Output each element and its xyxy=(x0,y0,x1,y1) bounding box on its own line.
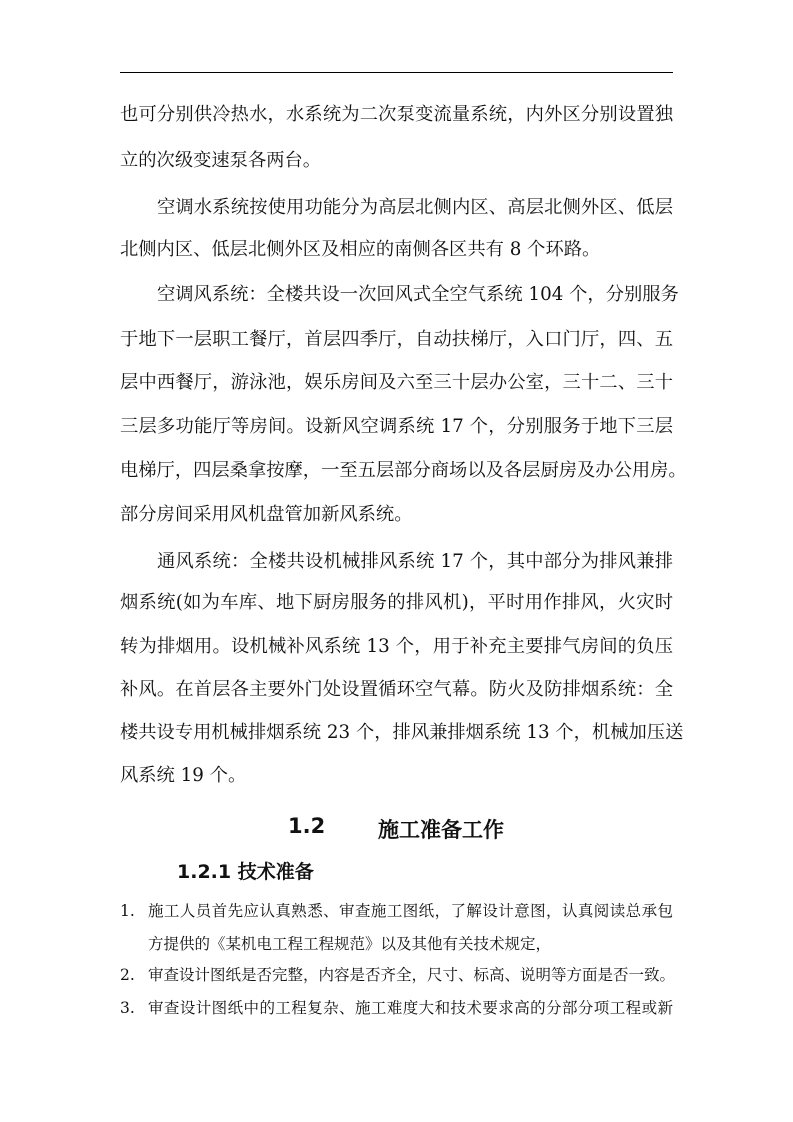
section-title: 施工准备工作 xyxy=(378,818,504,842)
header-rule xyxy=(120,72,673,73)
list-text: 施工人员首先应认真熟悉、审查施工图纸，了解设计意图，认真阅读总承包 xyxy=(148,902,673,920)
list-text: 审查设计图纸是否完整，内容是否齐全，尺寸、标高、说明等方面是否一致。 xyxy=(148,966,676,984)
paragraph-line: 风系统 19 个。 xyxy=(120,765,247,786)
list-number: 3. xyxy=(120,999,135,1017)
paragraph-line: 于地下一层职工餐厅，首层四季厅，自动扶梯厅，入口门厅，四、五 xyxy=(120,329,673,350)
paragraph-line: 三层多功能厅等房间。设新风空调系统 17 个，分别服务于地下三层 xyxy=(120,416,673,437)
paragraph-line: 部分房间采用风机盘管加新风系统。 xyxy=(120,504,413,525)
paragraph-line: 转为排烟用。设机械补风系统 13 个，用于补充主要排气房间的负压 xyxy=(120,636,673,657)
section-number: 1.2 xyxy=(288,814,326,838)
list-text: 审查设计图纸中的工程复杂、施工难度大和技术要求高的分部分项工程或新 xyxy=(148,999,673,1017)
paragraph-line: 楼共设专用机械排烟系统 23 个，排风兼排烟系统 13 个，机械加压送 xyxy=(120,722,684,743)
list-number: 1. xyxy=(120,902,135,920)
subsection-title: 1.2.1 技术准备 xyxy=(177,861,314,883)
list-text: 方提供的《某机电工程工程规范》以及其他有关技术规定， xyxy=(148,935,552,953)
paragraph-line: 立的次级变速泵各两台。 xyxy=(120,150,322,171)
paragraph-line: 也可分别供冷热水，水系统为二次泵变流量系统，内外区分别设置独 xyxy=(120,104,673,125)
paragraph-line: 烟系统(如为车库、地下厨房服务的排风机)，平时用作排风，火灾时 xyxy=(120,592,673,613)
paragraph-line: 通风系统：全楼共设机械排风系统 17 个，其中部分为排风兼排 xyxy=(157,551,673,572)
paragraph-line: 空调水系统按使用功能分为高层北侧内区、高层北侧外区、低层 xyxy=(157,197,673,218)
paragraph-line: 空调风系统：全楼共设一次回风式全空气系统 104 个，分别服务 xyxy=(157,284,679,305)
paragraph-line: 北侧内区、低层北侧外区及相应的南侧各区共有 8 个环路。 xyxy=(120,239,601,260)
list-number: 2. xyxy=(120,966,135,984)
paragraph-line: 层中西餐厅，游泳池，娱乐房间及六至三十层办公室，三十二、三十 xyxy=(120,372,673,393)
paragraph-line: 电梯厅，四层桑拿按摩，一至五层部分商场以及各层厨房及办公用房。 xyxy=(120,460,687,481)
paragraph-line: 补风。在首层各主要外门处设置循环空气幕。防火及防排烟系统：全 xyxy=(120,679,673,700)
